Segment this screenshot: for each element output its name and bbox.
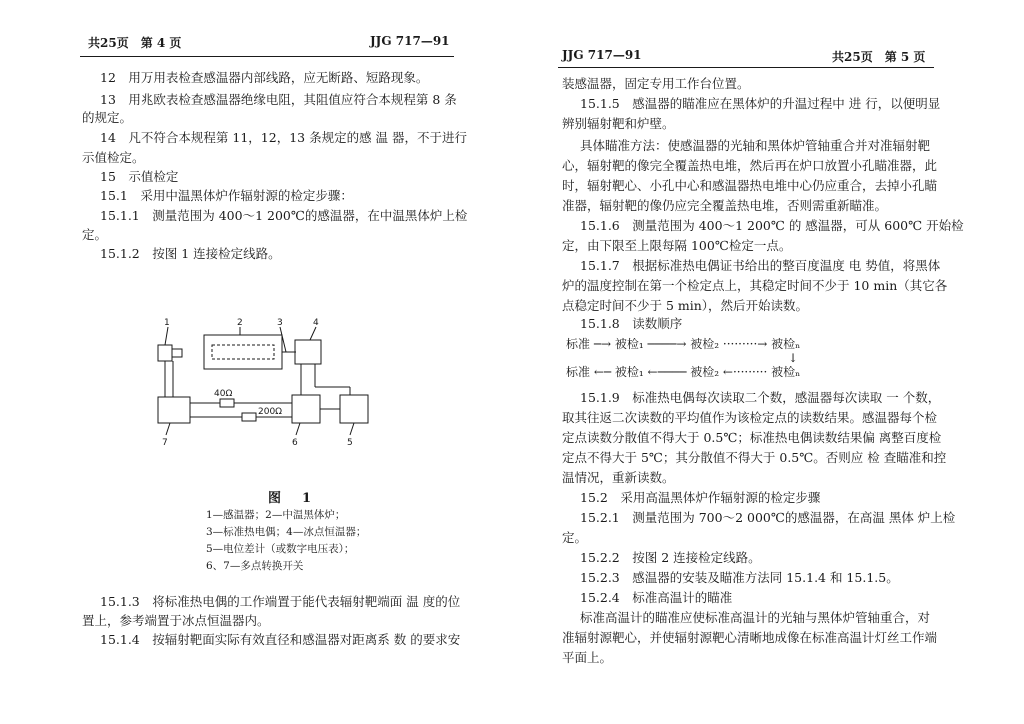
paragraph-line: 心，辐射靶的像完全覆盖热电堆，然后再在炉口放置小孔瞄准器，此 bbox=[562, 158, 938, 173]
paragraph-line: 点稳定时间不少于 5 min），然后开始读数。 bbox=[562, 298, 809, 313]
figure-caption-line: 3—标准热电偶；4—冰点恒温器； bbox=[206, 526, 367, 538]
paragraph-line: 12 用万用表检查感温器内部线路，应无断路、短路现象。 bbox=[100, 70, 429, 85]
callout-number: 6 bbox=[292, 438, 298, 448]
sensor-body-shape bbox=[158, 345, 172, 361]
paragraph-line: 的规定。 bbox=[82, 110, 133, 125]
paragraph-line: 示值检定。 bbox=[82, 150, 145, 165]
paragraph-line: 15.2.1 测量范围为 700～2 000℃的感温器，在高温 黑体 炉上检 bbox=[580, 510, 956, 525]
header-rule bbox=[80, 56, 454, 57]
header-rule bbox=[558, 67, 934, 68]
paragraph-line: 15.2.2 按图 2 连接检定线路。 bbox=[580, 550, 761, 565]
figure-caption-line: 1—感温器；2—中温黑体炉； bbox=[206, 509, 346, 521]
reading-sequence-backward: 标准 ←─ 被检₁ ←──── 被检₂ ←········· 被检ₙ bbox=[566, 365, 801, 379]
resistor-label: 200Ω bbox=[258, 407, 283, 417]
paragraph-line: 准器，辐射靶的像仍应完全覆盖热电堆，否则需重新瞄准。 bbox=[562, 198, 888, 213]
resistor-40-shape bbox=[220, 399, 234, 407]
paragraph-line: 时，辐射靶心、小孔中心和感温器热电堆中心仍应重合，去掉小孔瞄 bbox=[562, 178, 938, 193]
paragraph-line: 炉的温度控制在第一个检定点上，其稳定时间不少于 10 min（其它各 bbox=[562, 278, 948, 293]
reading-sequence-down-arrow: ↓ bbox=[788, 351, 799, 365]
paragraph-line: 置上，参考端置于冰点恒温器内。 bbox=[82, 613, 270, 628]
paragraph-line: 15.1.5 感温器的瞄准应在黑体炉的升温过程中 进 行，以便明显 bbox=[580, 96, 941, 111]
callout-number: 2 bbox=[237, 318, 243, 328]
paragraph-line: 定点不得大于 5℃；其分散值不得大于 0.5℃。否则应 检 查瞄准和控 bbox=[562, 450, 947, 465]
paragraph-line: 准辐射源靶心，并使辐射源靶心清晰地成像在标准高温计灯丝工作端 bbox=[562, 630, 938, 645]
paragraph-line: 15.1.1 测量范围为 400～1 200℃的感温器，在中温黑体炉上检 bbox=[100, 208, 468, 223]
standard-code-header: JJG 717—91 bbox=[562, 48, 642, 62]
section-heading: 15 示值检定 bbox=[100, 169, 179, 184]
callout-number: 3 bbox=[277, 318, 283, 328]
figure-caption-line: 6、7—多点转换开关 bbox=[206, 560, 304, 572]
callout-number: 1 bbox=[164, 318, 170, 328]
section-heading: 15.2 采用高温黑体炉作辐射源的检定步骤 bbox=[580, 490, 821, 505]
resistor-label: 40Ω bbox=[214, 389, 233, 399]
figure-caption-line: 5—电位差计（或数字电压表）； bbox=[206, 543, 355, 555]
section-heading: 15.1.8 读数顺序 bbox=[580, 316, 683, 331]
switch-6-shape bbox=[292, 395, 320, 423]
paragraph-line: 定点读数分散值不得大于 0.5℃；标准热电偶读数结果偏 离整百度检 bbox=[562, 430, 942, 445]
callout-number: 7 bbox=[162, 438, 168, 448]
page-count-header: 共25页 第 4 页 bbox=[88, 36, 182, 50]
paragraph-line: 具体瞄准方法：使感温器的光轴和黑体炉管轴重合并对准辐射靶 bbox=[580, 138, 931, 153]
paragraph-line: 15.1.3 将标准热电偶的工作端置于能代表辐射靶端面 温 度的位 bbox=[100, 594, 461, 609]
paragraph-line: 15.1.6 测量范围为 400～1 200℃ 的 感温器，可从 600℃ 开始检 bbox=[580, 218, 964, 233]
paragraph-line: 14 凡不符合本规程第 11，12，13 条规定的感 温 器，不于进行 bbox=[100, 130, 468, 145]
paragraph-line: 13 用兆欧表检查感温器绝缘电阻，其阻值应符合本规程第 8 条 bbox=[100, 92, 457, 107]
paragraph-line: 15.1.4 按辐射靶面实际有效直径和感温器对距离系 数 的要求安 bbox=[100, 632, 461, 647]
paragraph-line: 15.1.9 标准热电偶每次读取二个数，感温器每次读取 一 个数， bbox=[580, 390, 941, 405]
paragraph-line: 辨别辐射靶和炉壁。 bbox=[562, 116, 675, 131]
paragraph-line: 温情况，重新读数。 bbox=[562, 470, 675, 485]
paragraph-line: 取其往返二次读数的平均值作为该检定点的读数结果。感温器每个检 bbox=[562, 410, 938, 425]
figure-1-circuit-diagram bbox=[140, 315, 380, 455]
furnace-shape bbox=[204, 335, 282, 369]
paragraph-line: 定。 bbox=[82, 227, 108, 242]
paragraph-line: 装感温器，固定专用工作台位置。 bbox=[562, 76, 750, 91]
paragraph-line: 标准高温计的瞄准应使标准高温计的光轴与黑体炉管轴重合，对 bbox=[580, 610, 931, 625]
paragraph-line: 定。 bbox=[562, 530, 588, 545]
ice-point-box-shape bbox=[295, 340, 321, 364]
reading-sequence-forward: 标准 ─→ 被检₁ ────→ 被检₂ ·········→ 被检ₙ bbox=[566, 337, 801, 351]
potentiometer-5-shape bbox=[340, 395, 368, 423]
callout-number: 4 bbox=[313, 318, 319, 328]
callout-number: 5 bbox=[347, 438, 353, 448]
figure-title: 图 1 bbox=[268, 491, 316, 506]
standard-code-header: JJG 717—91 bbox=[370, 34, 450, 48]
section-heading: 15.2.4 标准高温计的瞄准 bbox=[580, 590, 733, 605]
paragraph-line: 定，由下限至上限每隔 100℃检定一点。 bbox=[562, 238, 792, 253]
switch-7-shape bbox=[158, 397, 190, 423]
right-page bbox=[512, 0, 1024, 724]
sensor-lens-shape bbox=[172, 349, 182, 357]
paragraph-line: 平面上。 bbox=[562, 650, 613, 665]
resistor-200-shape bbox=[242, 413, 256, 421]
page-count-header: 共25页 第 5 页 bbox=[832, 50, 926, 64]
paragraph-line: 15.1.7 根据标准热电偶证书给出的整百度温度 电 势值，将黑体 bbox=[580, 258, 941, 273]
paragraph-line: 15.1.2 按图 1 连接检定线路。 bbox=[100, 246, 281, 261]
paragraph-line: 15.2.3 感温器的安装及瞄准方法同 15.1.4 和 15.1.5。 bbox=[580, 570, 899, 585]
paragraph-line: 15.1 采用中温黑体炉作辐射源的检定步骤： bbox=[100, 188, 353, 203]
